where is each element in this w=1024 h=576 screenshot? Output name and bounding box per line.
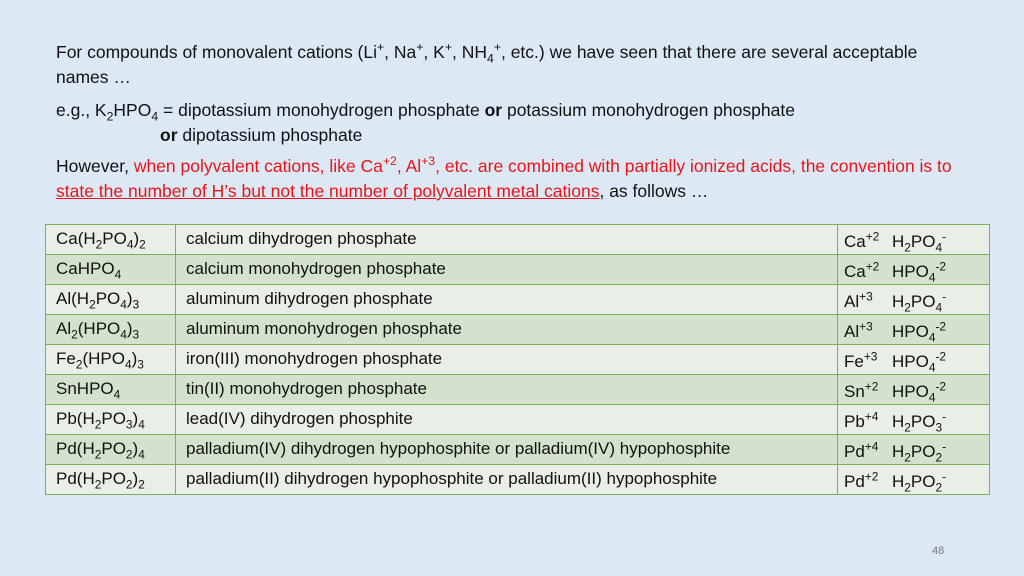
name-cell: iron(III) monohydrogen phosphate <box>176 345 838 375</box>
ions-cell <box>838 345 990 375</box>
formula-text: HPO <box>892 352 929 371</box>
compounds-table <box>45 224 990 495</box>
subscript: 4 <box>126 237 134 252</box>
subscript: 4 <box>486 51 494 66</box>
highlight-text: , etc. are combined with partially ionized acids, the convention is to <box>435 156 952 176</box>
subscript: 4 <box>114 267 122 282</box>
subscript: 4 <box>935 300 943 315</box>
subscript: 2 <box>106 109 114 124</box>
subscript: 4 <box>928 330 936 345</box>
subscript: 2 <box>904 420 911 435</box>
ions-cell <box>838 285 990 315</box>
subscript: 2 <box>94 477 102 492</box>
cation <box>844 469 892 492</box>
formula-text: ) <box>131 349 138 368</box>
or-bold: or <box>484 100 503 120</box>
formula-cell <box>46 435 176 465</box>
superscript: +2 <box>865 259 880 274</box>
formula-cell <box>46 465 176 495</box>
superscript: +4 <box>864 409 879 424</box>
cation <box>844 229 892 252</box>
text: e.g., K <box>56 100 107 120</box>
formula-text: Pd(H <box>56 439 95 458</box>
table-row <box>46 225 990 255</box>
formula-text: PO <box>95 289 121 308</box>
subscript: 2 <box>71 327 78 342</box>
subscript: 2 <box>94 447 102 462</box>
subscript: 4 <box>138 447 145 462</box>
subscript: 2 <box>138 477 145 492</box>
formula-text: Ca(H <box>56 229 96 248</box>
superscript: +2 <box>864 379 879 394</box>
ions-cell <box>838 255 990 285</box>
text: HPO <box>113 100 152 120</box>
formula-text: Pd <box>844 442 865 461</box>
formula-cell <box>46 375 176 405</box>
text: However, <box>56 156 134 176</box>
subscript: 2 <box>904 480 911 495</box>
page-number: 48 <box>932 545 945 557</box>
subscript: 2 <box>904 450 911 465</box>
paragraph-example <box>56 98 956 123</box>
formula-text: ) <box>126 289 133 308</box>
anion <box>892 469 947 495</box>
superscript: -2 <box>935 349 947 364</box>
subscript: 2 <box>125 477 133 492</box>
text: dipotassium phosphate <box>177 125 363 145</box>
name-cell: calcium monohydrogen phosphate <box>176 255 838 285</box>
anion <box>892 439 947 465</box>
paragraph-monovalent <box>56 40 956 90</box>
paragraph-example-cont <box>56 123 956 148</box>
superscript: +3 <box>421 154 436 169</box>
superscript: +3 <box>863 349 878 364</box>
formula-cell <box>46 345 176 375</box>
anion <box>892 289 947 315</box>
formula-text: HPO <box>892 322 929 341</box>
anion <box>892 409 947 435</box>
formula-text: Pd(H <box>56 469 95 488</box>
formula-text: CaHPO <box>56 259 115 278</box>
formula-text: PO <box>910 232 936 251</box>
subscript: 4 <box>151 109 159 124</box>
superscript: + <box>444 40 452 55</box>
subscript: 4 <box>935 240 943 255</box>
superscript: + <box>493 40 501 55</box>
superscript: - <box>942 409 947 424</box>
superscript: + <box>416 40 424 55</box>
formula-text: Al <box>56 319 72 338</box>
name-cell: palladium(II) dihydrogen hypophosphite or palladium(II) hypophosphite <box>176 465 838 495</box>
name-cell: aluminum monohydrogen phosphate <box>176 315 838 345</box>
formula-text: PO <box>101 409 126 428</box>
superscript: - <box>942 439 947 454</box>
underlined-highlight: state the number of H’s but not the number of polyvalent metal cations <box>56 181 600 201</box>
highlight-text: when polyvalent cations, like Ca <box>133 156 383 176</box>
formula-text: HPO <box>892 262 929 281</box>
formula-text: H <box>892 292 905 311</box>
table-body <box>46 225 990 495</box>
superscript: +3 <box>859 319 873 334</box>
anion <box>892 379 947 405</box>
superscript: +3 <box>859 289 873 304</box>
formula-text: PO <box>101 469 126 488</box>
formula-text: Pd <box>844 472 865 491</box>
formula-cell <box>46 225 176 255</box>
formula-text: H <box>892 442 905 461</box>
formula-text: Ca <box>844 262 866 281</box>
table-row <box>46 315 990 345</box>
superscript: +2 <box>865 229 880 244</box>
subscript: 2 <box>94 417 102 432</box>
superscript: +2 <box>864 469 879 484</box>
subscript: 4 <box>138 417 145 432</box>
table-row <box>46 465 990 495</box>
formula-text: PO <box>101 439 126 458</box>
table-row <box>46 285 990 315</box>
cation <box>844 259 892 282</box>
name-cell: calcium dihydrogen phosphate <box>176 225 838 255</box>
ions-cell <box>838 405 990 435</box>
intro-text <box>56 40 956 204</box>
text: , Na <box>384 42 417 62</box>
name-cell: palladium(IV) dihydrogen hypophosphite or palladium(IV) hypophosphite <box>176 435 838 465</box>
subscript: 4 <box>928 270 936 285</box>
formula-text: ) <box>126 319 133 338</box>
superscript: - <box>942 229 947 244</box>
cation <box>844 379 892 402</box>
subscript: 2 <box>89 297 96 312</box>
anion <box>892 319 947 345</box>
formula-text: Ca <box>844 232 866 251</box>
subscript: 2 <box>139 237 146 252</box>
formula-text: (HPO <box>82 349 125 368</box>
cation <box>844 289 892 312</box>
superscript: -2 <box>935 379 947 394</box>
subscript: 4 <box>928 360 936 375</box>
formula-cell <box>46 405 176 435</box>
subscript: 3 <box>137 357 144 372</box>
formula-text: H <box>892 472 905 491</box>
formula-text: ) <box>133 229 140 248</box>
table-row <box>46 255 990 285</box>
subscript: 2 <box>935 480 943 495</box>
formula-text: Fe <box>844 352 864 371</box>
text: = dipotassium monohydrogen phosphate <box>158 100 485 120</box>
formula-text: Sn <box>844 382 865 401</box>
formula-text: Al <box>844 292 860 311</box>
table-row <box>46 435 990 465</box>
subscript: 3 <box>935 420 943 435</box>
text: , etc.) we have seen that there are several acceptable names … <box>56 42 918 87</box>
ions-cell <box>838 465 990 495</box>
formula-text: (HPO <box>77 319 121 338</box>
subscript: 4 <box>113 387 121 402</box>
ions-cell <box>838 225 990 255</box>
superscript: +2 <box>382 154 397 169</box>
formula-text: Pb(H <box>56 409 95 428</box>
formula-text: SnHPO <box>56 379 114 398</box>
anion <box>892 349 947 375</box>
subscript: 4 <box>120 327 127 342</box>
superscript: -2 <box>935 319 947 334</box>
subscript: 2 <box>75 357 83 372</box>
superscript: +4 <box>864 439 879 454</box>
name-cell: lead(IV) dihydrogen phosphite <box>176 405 838 435</box>
superscript: - <box>942 469 947 484</box>
subscript: 2 <box>125 447 133 462</box>
subscript: 3 <box>125 417 133 432</box>
formula-cell <box>46 285 176 315</box>
table-row <box>46 375 990 405</box>
name-cell: aluminum dihydrogen phosphate <box>176 285 838 315</box>
subscript: 2 <box>95 237 103 252</box>
ions-cell <box>838 375 990 405</box>
subscript: 2 <box>904 240 911 255</box>
text: potassium monohydrogen phosphate <box>502 100 795 120</box>
subscript: 4 <box>124 357 132 372</box>
formula-text: HPO <box>892 382 929 401</box>
text: , as follows … <box>599 181 709 201</box>
formula-text: PO <box>910 412 936 431</box>
cation <box>844 439 892 462</box>
table-row <box>46 345 990 375</box>
formula-text: Fe <box>56 349 76 368</box>
formula-text: PO <box>910 292 936 311</box>
formula-cell <box>46 255 176 285</box>
paragraph-polyvalent <box>56 154 956 204</box>
text: , NH <box>451 42 487 62</box>
subscript: 3 <box>132 327 140 342</box>
subscript: 3 <box>132 297 140 312</box>
superscript: + <box>377 40 385 55</box>
cation <box>844 349 892 372</box>
formula-text: H <box>892 412 905 431</box>
formula-text: ) <box>132 439 139 458</box>
formula-text: PO <box>910 472 936 491</box>
subscript: 4 <box>120 297 127 312</box>
formula-text: ) <box>132 409 139 428</box>
formula-text: Al <box>844 322 860 341</box>
or-bold: or <box>160 125 178 145</box>
name-cell: tin(II) monohydrogen phosphate <box>176 375 838 405</box>
formula-cell <box>46 315 176 345</box>
subscript: 2 <box>904 300 911 315</box>
subscript: 4 <box>928 390 936 405</box>
formula-text: Pb <box>844 412 865 431</box>
highlight-text: , Al <box>396 156 422 176</box>
cation <box>844 409 892 432</box>
superscript: -2 <box>935 259 947 274</box>
anion <box>892 259 947 285</box>
formula-text: Al(H <box>56 289 90 308</box>
ions-cell <box>838 315 990 345</box>
formula-text: PO <box>910 442 936 461</box>
superscript: - <box>942 289 947 304</box>
ions-cell <box>838 435 990 465</box>
anion <box>892 229 947 255</box>
formula-text: PO <box>102 229 127 248</box>
table-row <box>46 405 990 435</box>
cation <box>844 319 892 342</box>
formula-text: ) <box>132 469 139 488</box>
text: , K <box>423 42 445 62</box>
formula-text: H <box>892 232 905 251</box>
subscript: 2 <box>935 450 943 465</box>
text: For compounds of monovalent cations (Li <box>56 42 377 62</box>
